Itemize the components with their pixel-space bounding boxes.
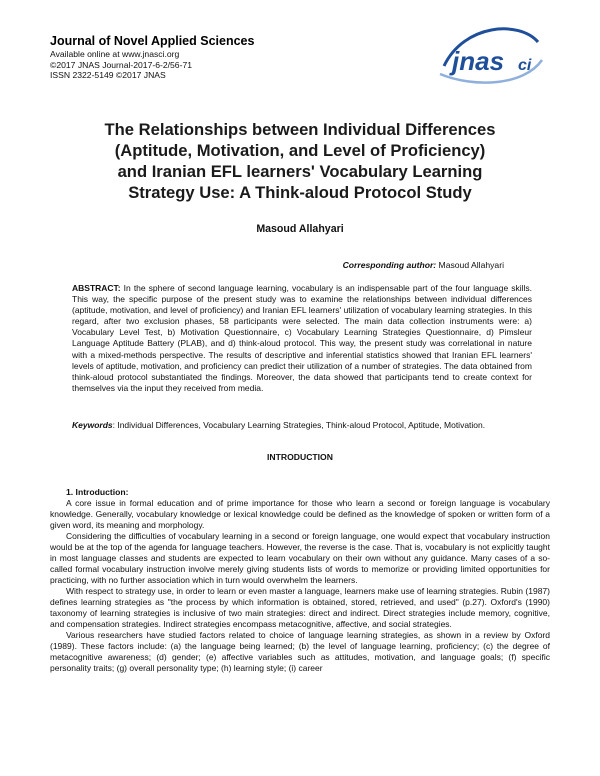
availability-line: Available online at www.jnasci.org — [50, 49, 180, 59]
abstract — [72, 283, 532, 394]
journal-header — [50, 34, 550, 94]
title-line: Strategy Use: A Think-aloud Protocol Study — [128, 183, 472, 202]
keywords — [72, 420, 532, 431]
paper-title — [60, 119, 540, 203]
keywords-label: Keywords — [72, 420, 113, 430]
body-paragraph: A core issue in formal education and of prime importance for those who learn a second or foreign language is vocabulary knowledge. Generally, vocabulary knowledge or lexical knowledge could be defined as the knowledge of spoken or written form of a given word, its meaning and morphology. — [50, 498, 550, 530]
corresponding-label: Corresponding author: — [342, 260, 437, 270]
author-name: Masoud Allahyari — [256, 223, 344, 235]
body-paragraph: With respect to strategy use, in order to learn or even master a language, learners make use of learning strategies. Rubin (1987) defines learning strategies as "the process by which information is obtained, stored, retrieved, and used" (p.27). Oxford's (1990) taxonomy of learning strategies is inclusive of two main strategies: direct and indirect. Direct strategies include memory, cognitive, and compensation strategies. Indirect strategies encompass metacognitive, affective, and social strategies. — [50, 586, 550, 629]
introduction-subheading: 1. Introduction: — [66, 487, 129, 497]
body-paragraph: Various researchers have studied factors related to choice of language learning strategies, as shown in a review by Oxford (1989). These factors include: (a) the language being learned; (b) the level of language learning, proficiency; (c) the degree of metacognitive awareness; (d) gender; (e) affective variables such as attitudes, motivation, and language goals; (f) specific personality traits; (g) overall personality type; (h) learning style; (i) career — [50, 630, 550, 673]
jnas-logo — [434, 26, 546, 88]
copyright-line: ©2017 JNAS Journal-2017-6-2/56-71 — [50, 59, 193, 70]
logo-text-main: jnas — [452, 46, 505, 76]
title-line: The Relationships between Individual Differences — [104, 120, 496, 139]
title-line: and Iranian EFL learners' Vocabulary Learning — [117, 162, 483, 181]
corresponding-author — [50, 260, 550, 270]
issn-line: ISSN 2322-5149 ©2017 JNAS — [50, 70, 166, 81]
logo-text-suffix: ci — [518, 57, 532, 74]
abstract-label: ABSTRACT: — [72, 283, 121, 293]
introduction-section — [50, 487, 550, 674]
keywords-text: : Individual Differences, Vocabulary Learning Strategies, Think-aloud Protocol, Aptitude, Motivation. — [112, 420, 486, 430]
introduction-heading: INTRODUCTION — [267, 452, 333, 462]
abstract-text: In the sphere of second language learning, vocabulary is an indispensable part of the four language skills. This way, the specific purpose of the present study was to examine the relationships between individual differences (aptitude, motivation, and level of proficiency) and Iranian EFL learners' utilization of vocabulary learning strategies. In this regard, after two exclusion phases, 58 participants were selected. The main data collection instruments were: a) Vocabulary Level Test, b) Motivation Questionnaire, c) Vocabulary Learning Strategies Questionnaire, d) Pimsleur Language Aptitude Battery (PLAB), and d) think-aloud protocol. This way, the present study was correlational in nature with a mixed-methods perspective. The results of descriptive and inferential statistics showed that Iranian EFL learners' levels of aptitude, motivation, and proficiency can predict their utilization of a number of strategies. The data obtained from think-aloud protocol substantiated the findings. Moreover, the data showed that participants tend to create context for themselves via the input they received from media. — [72, 283, 532, 393]
title-line: (Aptitude, Motivation, and Level of Proficiency) — [114, 141, 486, 160]
journal-name: Journal of Novel Applied Sciences — [50, 34, 255, 48]
body-paragraph: Considering the difficulties of vocabulary learning in a second or foreign language, one would expect that vocabulary instruction would be at the top of the agenda for language teachers. However, the reverse is the case. That is, vocabulary is not explicitly taught in most language classes and students are expected to learn vocabulary on their own without any guidance. Many cases of a so-called formal vocabulary instruction involve merely giving students lists of words to memorize or providing limited opportunities for practicing, with no further association which in turn would overwhelm the learners. — [50, 531, 550, 585]
corresponding-name: Masoud Allahyari — [436, 260, 504, 270]
